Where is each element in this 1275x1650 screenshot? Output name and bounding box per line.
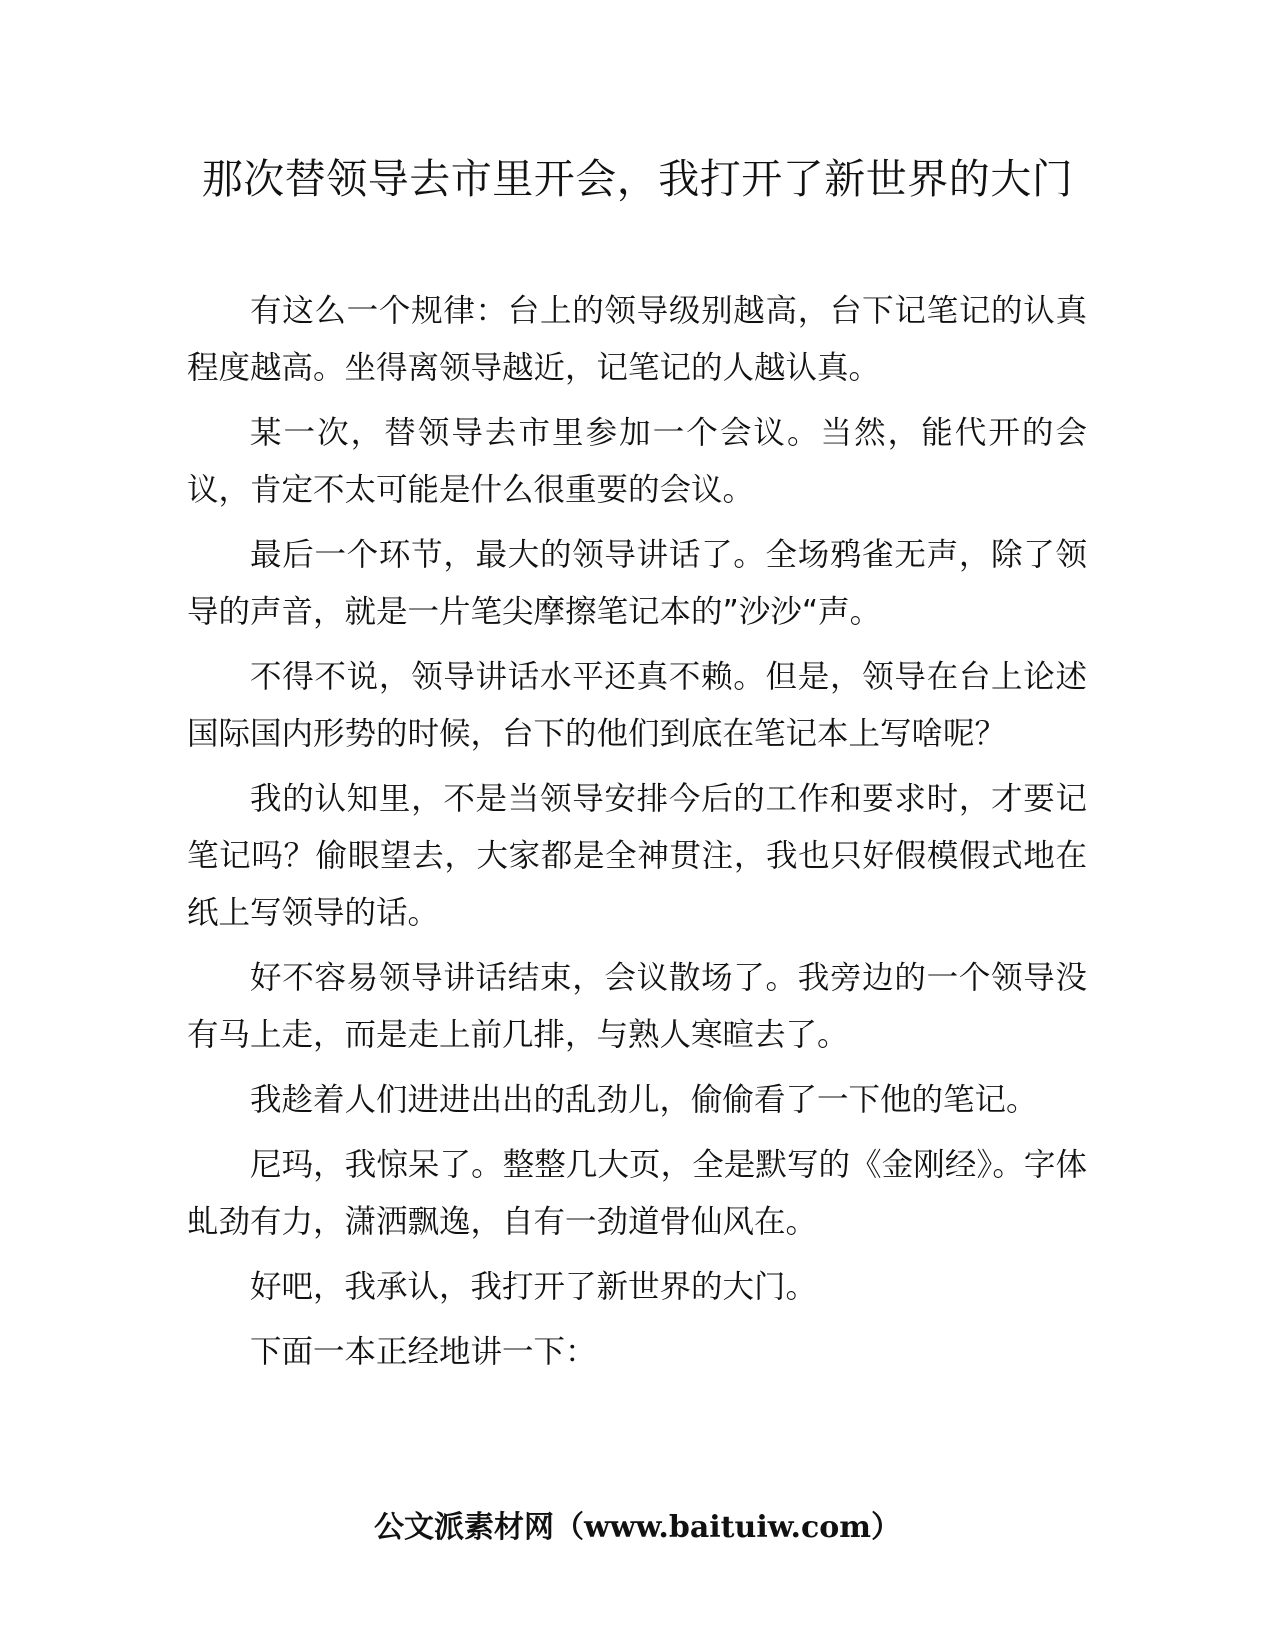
paragraph-7: 我趁着人们进进出出的乱劲儿，偷偷看了一下他的笔记。 [250, 1082, 1038, 1118]
paragraph-3: 最后一个环节，最大的领导讲话了。全场鸦雀无声，除了领导的声音，就是一片笔尖摩擦笔记本的”沙沙“声。 [187, 537, 1087, 630]
paragraph-8: 尼玛，我惊呆了。整整几大页，全是默写的《金刚经》。字体虬劲有力，潇洒飘逸，自有一劲道骨仙风在。 [187, 1147, 1087, 1240]
paragraph-1: 有这么一个规律：台上的领导级别越高，台下记笔记的认真程度越高。坐得离领导越近，记笔记的人越认真。 [187, 293, 1087, 386]
paragraph-4: 不得不说，领导讲话水平还真不赖。但是，领导在台上论述国际国内形势的时候，台下的他们到底在笔记本上写啥呢？ [187, 659, 1087, 752]
paragraph-2: 某一次，替领导去市里参加一个会议。当然，能代开的会议，肯定不太可能是什么很重要的会议。 [187, 415, 1087, 508]
paragraph-6: 好不容易领导讲话结束，会议散场了。我旁边的一个领导没有马上走，而是走上前几排，与熟人寒暄去了。 [187, 960, 1087, 1053]
paragraph-9: 好吧，我承认，我打开了新世界的大门。 [250, 1269, 818, 1305]
footer-source: 公文派素材网（www.baituiw.com） [373, 1510, 902, 1545]
document-title: 那次替领导去市里开会，我打开了新世界的大门 [201, 155, 1074, 203]
paragraph-5: 我的认知里，不是当领导安排今后的工作和要求时，才要记笔记吗？偷眼望去，大家都是全神贯注，我也只好假模假式地在纸上写领导的话。 [187, 781, 1087, 931]
paragraph-10: 下面一本正经地讲一下： [250, 1334, 597, 1370]
document-body [187, 283, 1087, 1389]
